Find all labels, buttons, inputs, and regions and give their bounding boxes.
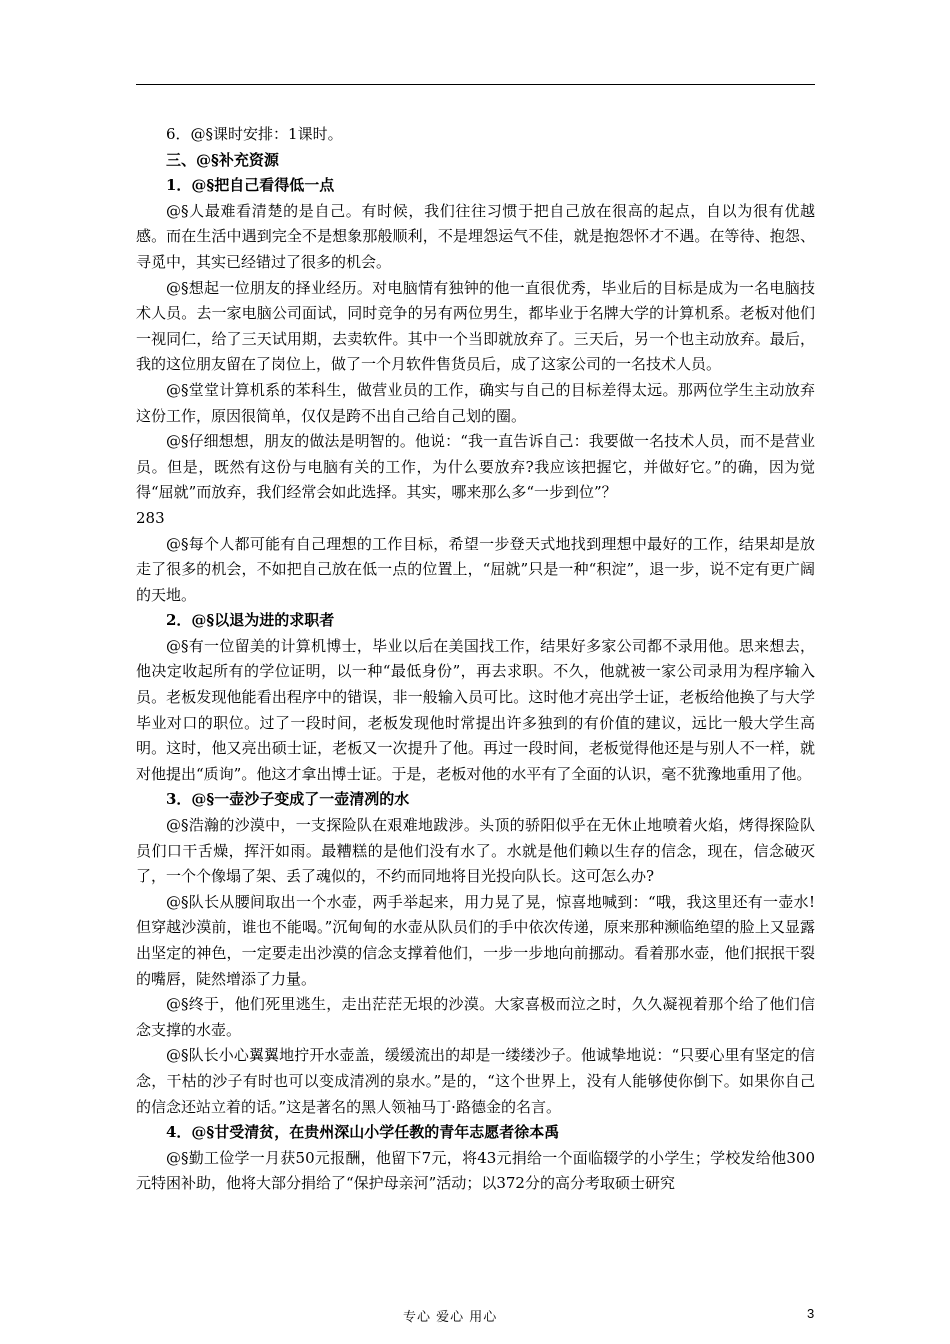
paragraph: @§每个人都可能有自己理想的工作目标，希望一步登天式地找到理想中最好的工作，结果却是放走了很多的机会，不如把自己放在低一点的位置上，“屈就”只是一种“积淀”，退一步，说不定有更广阔的天地。 xyxy=(136,534,815,604)
section-heading: 1．@§把自己看得低一点 xyxy=(166,176,335,195)
paragraph: 6．@§课时安排：1课时。 xyxy=(166,125,343,143)
paragraph: @§队长从腰间取出一个水壶，两手举起来，用力晃了晃，惊喜地喊到：“哦，我这里还有一壶水!但穿越沙漠前，谁也不能喝。”沉甸甸的水壶从队员们的手中依次传递，原来那种濒临绝望的脸上又显露出坚定的神色，一定要走出沙漠的信念支撑着他们，一步一步地向前挪动。看着那水壶，他们抿抿干裂的嘴唇，陡然增添了力量。 xyxy=(136,892,815,988)
paragraph: @§堂堂计算机系的苯科生，做营业员的工作，确实与自己的目标差得太远。那两位学生主动放弃这份工作，原因很简单，仅仅是跨不出自己给自己划的圈。 xyxy=(136,380,815,425)
page-number: 3 xyxy=(807,1306,815,1321)
section-heading: 3．@§一壶沙子变成了一壶清冽的水 xyxy=(166,790,410,809)
paragraph: @§有一位留美的计算机博士，毕业以后在美国找工作，结果好多家公司都不录用他。思来想去，他决定收起所有的学位证明，以一种“最低身份”，再去求职。不久，他就被一家公司录用为程序输入员。老板发现他能看出程序中的错误，非一般输入员可比。这时他才亮出学士证，老板给他换了与大学毕业对口的职位。过了一段时间，老板发现他时常提出许多独到的有价值的建议，远比一般大学生高明。这时，他又亮出硕士证，老板又一次提升了他。再过一段时间，老板觉得他还是与别人不一样，就对他提出“质询”。他这才拿出博士证。于是，老板对他的水平有了全面的认识，毫不犹豫地重用了他。 xyxy=(136,636,815,783)
footer-motto: 专心 爱心 用心 xyxy=(403,1310,498,1325)
paragraph: @§终于，他们死里逃生，走出茫茫无垠的沙漠。大家喜极而泣之时，久久凝视着那个给了他们信念支撑的水壶。 xyxy=(136,995,815,1039)
section-heading: 4．@§甘受清贫，在贵州深山小学任教的青年志愿者徐本禹 xyxy=(166,1123,560,1142)
paragraph: @§勤工俭学一月获50元报酬，他留下7元，将43元捐给一个面临辍学的小学生；学校发给他300元特困补助，他将大部分捐给了“保护母亲河”活动；以372分的高分考取硕士研究 xyxy=(136,1148,815,1193)
document-body xyxy=(136,122,815,1197)
paragraph: @§浩瀚的沙漠中，一支探险队在艰难地跋涉。头顶的骄阳似乎在无休止地喷着火焰，烤得探险队员们口干舌燥，挥汗如雨。最糟糕的是他们没有水了。水就是他们赖以生存的信念，现在，信念破灭了，一个个像塌了架、丢了魂似的，不约而同地将目光投向队长。这可怎么办? xyxy=(136,816,815,886)
inline-page-number: 283 xyxy=(136,508,165,527)
header-rule xyxy=(136,84,815,85)
section-heading: 2．@§以退为进的求职者 xyxy=(166,611,335,630)
paragraph: @§人最难看清楚的是自己。有时候，我们往往习惯于把自己放在很高的起点，自以为很有优越感。而在生活中遇到完全不是想象那般顺利，不是埋怨运气不佳，就是抱怨怀才不遇。在等待、抱怨、寻觅中，其实已经错过了很多的机会。 xyxy=(136,201,815,271)
section-heading: 三、@§补充资源 xyxy=(166,150,279,169)
paragraph: @§想起一位朋友的择业经历。对电脑情有独钟的他一直很优秀，毕业后的目标是成为一名电脑技术人员。去一家电脑公司面试，同时竞争的另有两位男生，都毕业于名牌大学的计算机系。老板对他们一视同仁，给了三天试用期，去卖软件。其中一个当即就放弃了。三天后，另一个也主动放弃。最后，我的这位朋友留在了岗位上，做了一个月软件售货员后，成了这家公司的一名技术人员。 xyxy=(136,278,815,374)
paragraph: @§队长小心翼翼地拧开水壶盖，缓缓流出的却是一缕缕沙子。他诚挚地说：“只要心里有坚定的信念，干枯的沙子有时也可以变成清冽的泉水。”是的，“这个世界上，没有人能够使你倒下。如果你自己的信念还站立着的话。”这是著名的黑人领袖马丁·路德金的名言。 xyxy=(136,1046,815,1116)
paragraph: @§仔细想想，朋友的做法是明智的。他说：“我一直告诉自己：我要做一名技术人员，而不是营业员。但是，既然有这份与电脑有关的工作，为什么要放弃?我应该把握它，并做好它。”的确，因为觉得“屈就”而放弃，我们经常会如此选择。其实，哪来那么多“一步到位”？ xyxy=(136,432,815,502)
